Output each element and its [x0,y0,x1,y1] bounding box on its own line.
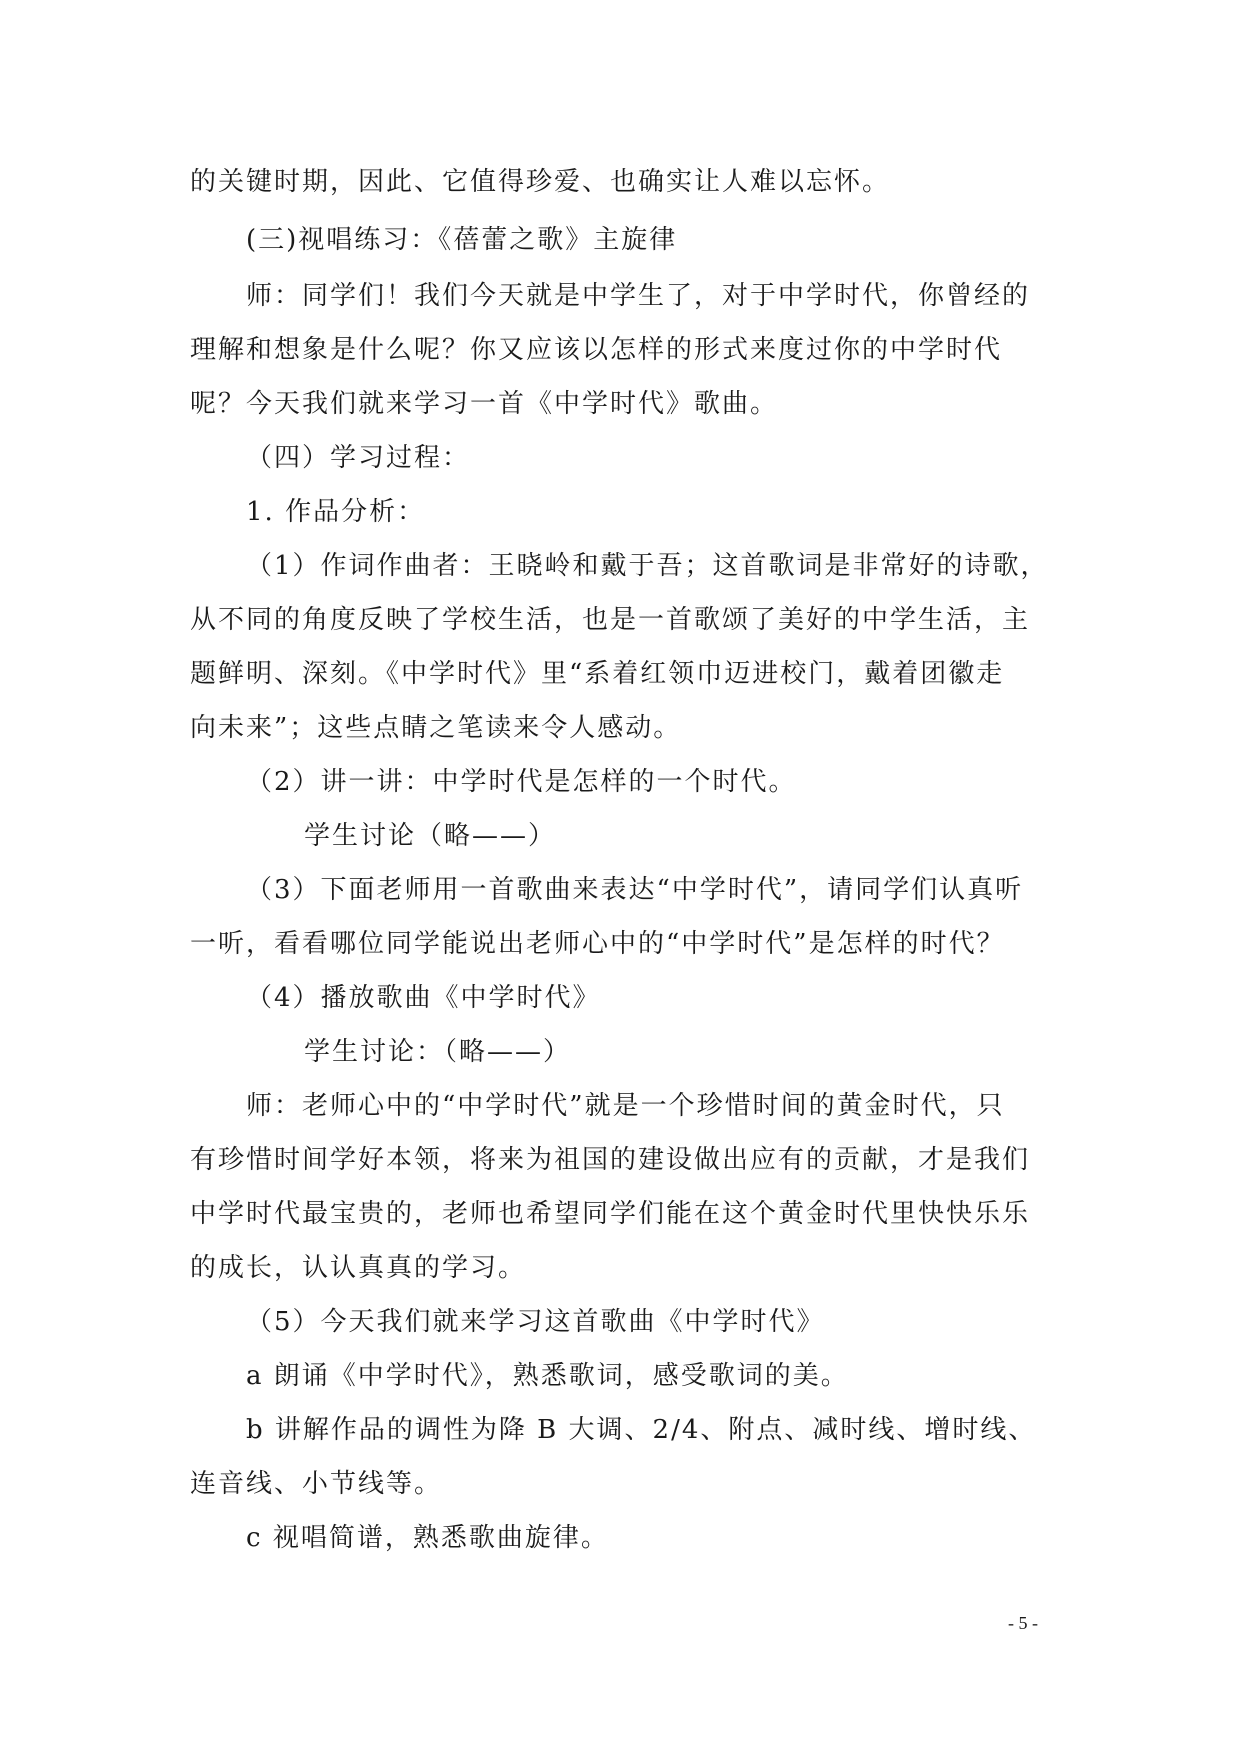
body-line-14: （3）下面老师用一首歌曲来表达“中学时代”，请同学们认真听 [246,875,1024,905]
body-line-3: 师：同学们！我们今天就是中学生了，对于中学时代，你曾经的 [246,281,1031,311]
list-item-c: c 视唱简谱，熟悉歌曲旋律。 [246,1523,609,1553]
list-item-a: a 朗诵《中学时代》，熟悉歌词，感受歌词的美。 [246,1361,849,1391]
body-line-22: （5）今天我们就来学习这首歌曲《中学时代》 [246,1307,825,1337]
body-line-15: 一听，看看哪位同学能说出老师心中的“中学时代”是怎样的时代？ [190,929,1005,959]
list-item-b-continued: 连音线、小节线等。 [190,1469,443,1499]
section-heading-learning-process: （四）学习过程： [246,443,471,473]
body-line-10: 题鲜明、深刻。《中学时代》里“系着红领巾迈进校门，戴着团徽走 [190,659,1005,689]
page-number: - 5 - [1008,1613,1038,1633]
body-line-5: 呢？今天我们就来学习一首《中学时代》歌曲。 [190,389,779,419]
body-line-11: 向未来”；这些点睛之笔读来令人感动。 [190,713,682,743]
student-discussion-1: 学生讨论（略——） [304,821,557,851]
body-line-21: 的成长，认认真真的学习。 [190,1253,527,1283]
list-item-b: b 讲解作品的调性为降 B 大调、2/4、附点、减时线、增时线、 [246,1415,1037,1445]
body-line-16: （4）播放歌曲《中学时代》 [246,983,601,1013]
body-line-18: 师：老师心中的“中学时代”就是一个珍惜时间的黄金时代，只 [246,1091,1005,1121]
body-line-12: （2）讲一讲：中学时代是怎样的一个时代。 [246,767,797,797]
body-line-4: 理解和想象是什么呢？你又应该以怎样的形式来度过你的中学时代 [190,335,1003,365]
body-line-9: 从不同的角度反映了学校生活，也是一首歌颂了美好的中学生活，主 [190,605,1031,635]
subheading-work-analysis: 1. 作品分析： [246,497,426,527]
body-line-1: 的关键时期，因此、它值得珍爱、也确实让人难以忘怀。 [190,167,891,197]
body-line-19: 有珍惜时间学好本领，将来为祖国的建设做出应有的贡献，才是我们 [190,1145,1031,1175]
body-line-8: （1）作词作曲者：王晓岭和戴于吾；这首歌词是非常好的诗歌， [246,551,1049,581]
body-line-20: 中学时代最宝贵的，老师也希望同学们能在这个黄金时代里快快乐乐 [190,1199,1031,1229]
section-heading-sight-singing: (三)视唱练习：《蓓蕾之歌》主旋律 [246,225,678,255]
student-discussion-2: 学生讨论：（略——） [304,1037,572,1067]
